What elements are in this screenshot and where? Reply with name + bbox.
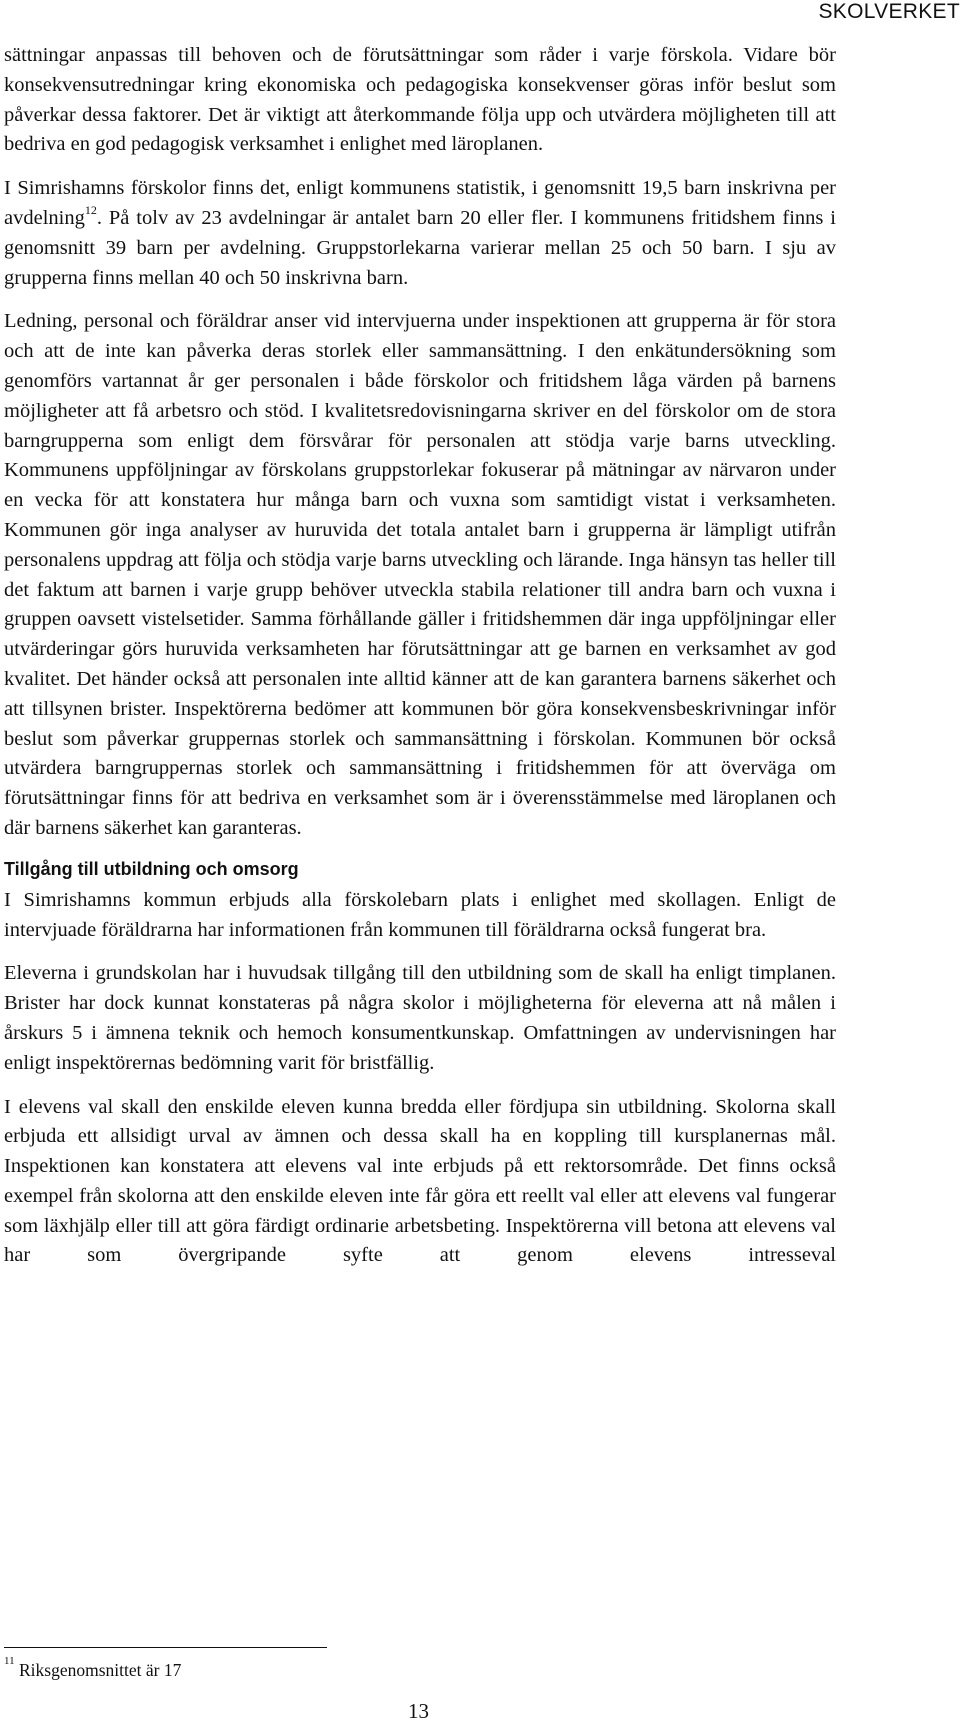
statistics-text-part-2: . På tolv av 23 avdelningar är antalet barn 20 eller fler. I kommunens fritidshem finns i genomsnitt 39 barn per avdelning. Gruppstorlekarna varierar mellan 25 och 50 barn. I sju av grupperna finns mellan 40 och 50 inskrivna barn. bbox=[4, 206, 836, 289]
paragraph-group-statistics bbox=[4, 174, 836, 293]
footnote-number: 11 bbox=[4, 1655, 15, 1668]
paragraph-preschool-access: I Simrishamns kommun erbjuds alla förskolebarn plats i enlighet med skollagen. Enligt de intervjuade föräldrarna har informationen från kommunen till föräldrarna också fungerat bra. bbox=[4, 888, 836, 941]
footnote bbox=[4, 1655, 182, 1682]
footnote-reference: 12 bbox=[84, 203, 97, 218]
organization-name: SKOLVERKET bbox=[818, 0, 960, 23]
paragraph-timetable-access: Eleverna i grundskolan har i huvudsak tillgång till den utbildning som de skall ha enligt timplanen. Brister har dock kunnat konstateras på några skolor i möjligheterna för eleverna att nå målen i årskurs 5 i ämnena teknik och hemoch konsumentkunskap. Omfattningen av undervisningen har enligt inspektörernas bedömning varit för bristfällig. bbox=[4, 962, 836, 1074]
footnote-text: Riksgenomsnittet är 17 bbox=[14, 1660, 182, 1680]
statistics-text-part-1: I Simrishamns förskolor finns det, enligt kommunens statistik, i genomsnitt 19,5 barn inskrivna per avdelning bbox=[4, 177, 836, 229]
footnote-separator bbox=[4, 1647, 327, 1648]
paragraph-preschool-groups-continuation: sättningar anpassas till behoven och de förutsättningar som råder i varje förskola. Vidare bör konsekvensutredningar kring ekonomiska och pedagogiska konsekvenser göras inför beslut som påverkar dessa faktorer. Det är viktigt att återkommande följa upp och utvärdera möjligheten till att bedriva en god pedagogisk verksamhet i enlighet med läroplanen. bbox=[4, 44, 836, 156]
page-body bbox=[4, 41, 836, 1285]
paragraph-group-size-assessment: Ledning, personal och föräldrar anser vid intervjuerna under inspektionen att grupperna är för stora och att de inte kan påverka deras storlek eller sammansättning. I den enkätundersökning som genomförs vartannat år ger personalen i både förskolor och fritidshem låga värden på barnens möjligheter att få arbetsro och stöd. I kvalitetsredovisningarna skriver en del förskolor om de stora barngrupperna som enligt dem försvårar för personalen att stödja varje barns utveckling. Kommunens uppföljningar av förskolans gruppstorlekar fokuserar på mätningar av närvaron under en vecka för att konstatera hur många barn och vuxna som samtidigt vistat i verksamheten. Kommunen gör inga analyser av huruvida det totala antalet barn i grupperna är lämpligt utifrån personalens uppdrag att följa och stödja varje barns utveckling och lärande. Inga hänsyn tas heller till det faktum att barnen i varje grupp behöver utveckla stabila relationer till andra barn och vuxna i gruppen oavsett vistelsetider. Samma förhållande gäller i fritidshemmen där inga uppföljningar eller utvärderingar görs huruvida verksamheten har förutsättningar att ge barnen en verksamhet av god kvalitet. Det händer också att personalen inte alltid känner att de kan garantera barnens säkerhet och att tillsynen brister. Inspektörerna bedömer att kommunen bör göra konsekvensbeskrivningar inför beslut som påverkar gruppernas storlek och sammansättning i förskolan. Kommunen bör också utvärdera barngruppernas storlek och sammansättning i fritidshemmen för att överväga om förutsättningar finns för att bedriva en verksamhet som är i överensstämmelse med läroplanen och där barnens säkerhet kan garanteras. bbox=[4, 310, 836, 839]
paragraph-student-choice: I elevens val skall den enskilde eleven kunna bredda eller fördjupa sin utbildning. Skolorna skall erbjuda ett allsidigt urval av ämnen och dessa skall ha en koppling till kursplanernas mål. Inspektionen kan konstatera att elevens val inte erbjuds på ett rektorsområde. Det finns också exempel från skolorna att den enskilde eleven inte får göra ett reellt val eller att elevens val fungerar som läxhjälp eller till att göra färdigt ordinarie arbetsbeting. Inspektörerna vill betona att elevens val har som övergripande syfte att genom elevens intresseval bbox=[4, 1095, 836, 1267]
page-number: 13 bbox=[408, 1699, 429, 1723]
section-heading: Tillgång till utbildning och omsorg bbox=[4, 858, 299, 879]
